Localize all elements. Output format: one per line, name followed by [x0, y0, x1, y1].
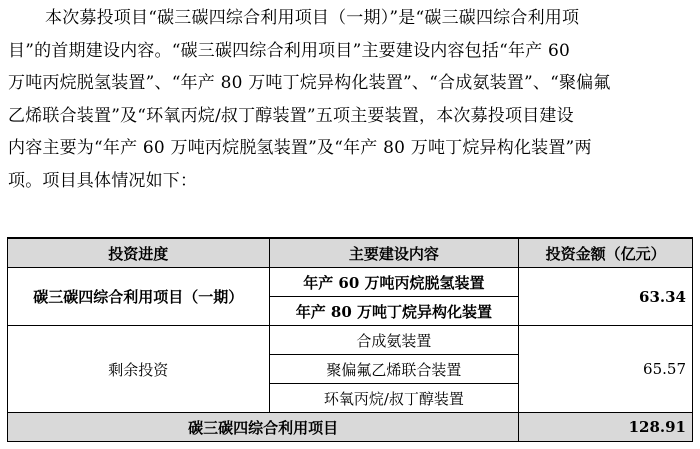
table-row [8, 268, 693, 297]
paragraph-line: 乙烯联合装置”及“环氧丙烷/叔丁醇装置”五项主要装置，本次募投项目建设 [8, 105, 574, 126]
paragraph-line: 本次募投项目“碳三碳四综合利用项目（一期）”是“碳三碳四综合利用项 [45, 8, 580, 28]
header-content: 主要建设内容 [269, 238, 519, 268]
remaining-item: 环氧丙烷/叔丁醇装置 [269, 384, 519, 413]
investment-table [7, 237, 693, 442]
header-amount: 投资金额（亿元） [519, 238, 693, 268]
phase1-item: 年产 80 万吨丁烷异构化装置 [269, 297, 519, 326]
table-row [8, 326, 693, 355]
paragraph-line: 目”的首期建设内容。“碳三碳四综合利用项目”主要建设内容包括“年产 60 [8, 40, 570, 61]
total-amount: 128.91 [519, 413, 693, 442]
total-name: 碳三碳四综合利用项目 [8, 413, 519, 442]
paragraph-line: 项。项目具体情况如下： [8, 170, 198, 191]
remaining-item: 聚偏氟乙烯联合装置 [269, 355, 519, 384]
remaining-item: 合成氨装置 [269, 326, 519, 355]
total-row [8, 413, 693, 442]
paragraph-line: 万吨丙烷脱氢装置”、“年产 80 万吨丁烷异构化装置”、“合成氨装置”、“聚偏氟 [8, 73, 611, 93]
table-header-row [8, 238, 693, 268]
remaining-amount: 65.57 [519, 326, 693, 413]
header-progress: 投资进度 [8, 238, 270, 268]
paragraph-line: 内容主要为“年产 60 万吨丙烷脱氢装置”及“年产 80 万吨丁烷异构化装置”两 [8, 138, 592, 158]
remaining-name: 剩余投资 [8, 326, 270, 413]
phase1-amount: 63.34 [519, 268, 693, 326]
intro-paragraph [8, 2, 694, 197]
phase1-item: 年产 60 万吨丙烷脱氢装置 [269, 268, 519, 297]
phase1-name: 碳三碳四综合利用项目（一期） [8, 268, 270, 326]
